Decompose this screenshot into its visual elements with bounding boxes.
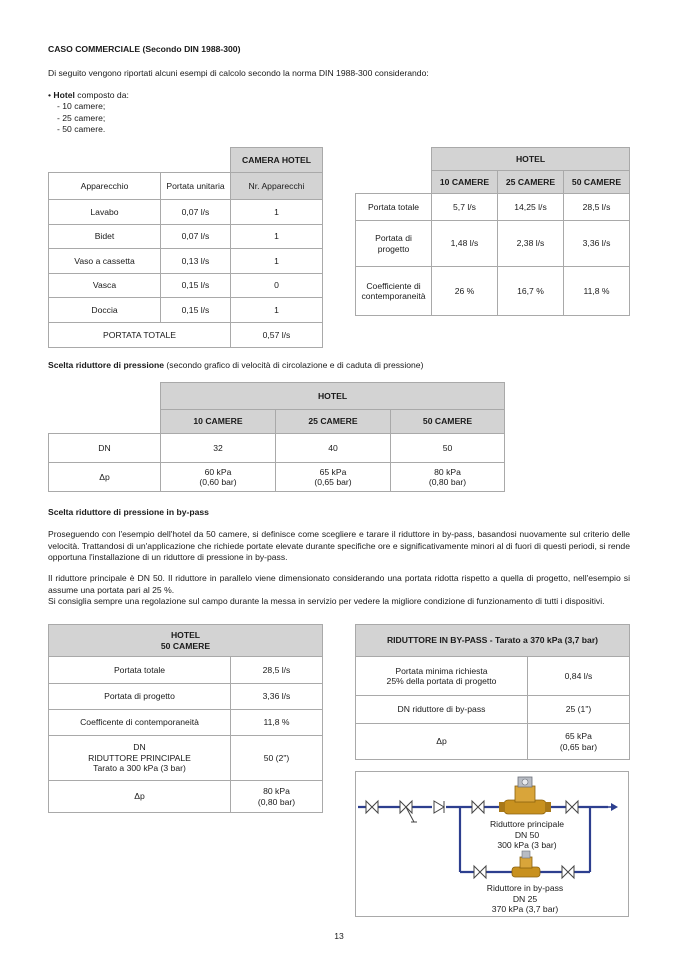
table-cell: 50 xyxy=(391,434,505,463)
row-label: Δp xyxy=(356,724,528,760)
check-valve-icon xyxy=(432,801,446,813)
col-apparecchio: Apparecchio xyxy=(49,173,161,200)
table-cell: 11,8 % xyxy=(564,267,630,316)
table-cell: 0,84 l/s xyxy=(528,657,630,696)
hotel-item-list xyxy=(57,101,105,136)
page-heading: CASO COMMERCIALE (Secondo DIN 1988-300) xyxy=(48,44,241,54)
main-reducer-label: Riduttore principale DN 50 300 kPa (3 bar) xyxy=(489,819,565,851)
gate-valve-icon xyxy=(566,801,578,813)
table-cell: 3,36 l/s xyxy=(564,221,630,267)
hotel-table xyxy=(355,147,630,316)
intro-text: Di seguito vengono riportati alcuni esempi di calcolo secondo la norma DIN 1988-300 considerando: xyxy=(48,68,429,78)
table-cell: 1,48 l/s xyxy=(432,221,498,267)
section-bypass-title: Scelta riduttore di pressione in by-pass xyxy=(48,507,209,517)
table-cell: 80 kPa (0,80 bar) xyxy=(231,781,323,813)
dn-label: DN xyxy=(49,434,161,463)
section-riduttore-title: Scelta riduttore di pressione xyxy=(48,360,165,370)
table-cell: Vasca xyxy=(49,274,161,298)
table-cell: Doccia xyxy=(49,298,161,323)
row-label: Portata di progetto xyxy=(356,221,432,267)
table-cell: 65 kPa (0,65 bar) xyxy=(528,724,630,760)
col-10-camere: 10 CAMERE xyxy=(161,410,276,434)
table-cell: 2,38 l/s xyxy=(498,221,564,267)
table-cell: 1 xyxy=(231,249,323,274)
row-label: Coefficiente di contemporaneità xyxy=(356,267,432,316)
col-50-camere: 50 CAMERE xyxy=(391,410,505,434)
table-cell: Vaso a cassetta xyxy=(49,249,161,274)
bypass-paragraph-3: Si consiglia sempre una regolazione sul campo durante la messa in servizio per vedere la migliore condizione di funzionamento di tutti i dispositivi. xyxy=(48,596,605,606)
bypass-paragraph-1: Proseguendo con l'esempio dell'hotel da 50 camere, si definisce come scegliere e tarare il riduttore in by-pass, basandosi nuovamente sul criterio delle velocità. Trattandosi di un'applicazione che richiede portate elevate durante specifiche ore e significativamente minori al di fuori di questi periodi, si rende opportuna l'installazione di un riduttore di pressione in by-pass. xyxy=(48,529,630,563)
bypass-table xyxy=(355,624,630,760)
camera-hotel-header: CAMERA HOTEL xyxy=(231,148,323,173)
bypass-header: RIDUTTORE IN BY-PASS - Tarato a 370 kPa (3,7 bar) xyxy=(356,625,630,657)
row-label: Portata totale xyxy=(356,194,432,221)
row-label: Portata totale xyxy=(49,657,231,684)
total-value: 0,57 l/s xyxy=(231,323,323,348)
table-cell: 0,15 l/s xyxy=(161,298,231,323)
col-50-camere: 50 CAMERE xyxy=(564,171,630,194)
row-label: Δp xyxy=(49,781,231,813)
table-cell: 1 xyxy=(231,298,323,323)
row-label: Coefficente di contemporaneità xyxy=(49,710,231,736)
main-pressure-reducer-icon xyxy=(499,777,551,814)
table-cell: 65 kPa (0,65 bar) xyxy=(276,463,391,492)
col-25-camere: 25 CAMERE xyxy=(276,410,391,434)
hotel50-table xyxy=(48,624,323,813)
table-cell: 26 % xyxy=(432,267,498,316)
row-label: Portata minima richiesta 25% della portata di progetto xyxy=(356,657,528,696)
table-cell: 11,8 % xyxy=(231,710,323,736)
table-cell: 50 (2") xyxy=(231,736,323,781)
bypass-reducer-label: Riduttore in by-pass DN 25 370 kPa (3,7 bar) xyxy=(486,883,564,915)
table-cell: 0,07 l/s xyxy=(161,225,231,249)
table-cell: Lavabo xyxy=(49,200,161,225)
table-cell: 40 xyxy=(276,434,391,463)
table-cell: 80 kPa (0,80 bar) xyxy=(391,463,505,492)
dp-label: Δp xyxy=(49,463,161,492)
table-cell: 25 (1") xyxy=(528,696,630,724)
table-cell: 28,5 l/s xyxy=(231,657,323,684)
col-25-camere: 25 CAMERE xyxy=(498,171,564,194)
section-riduttore xyxy=(48,360,423,372)
bullet-glyph: • xyxy=(48,90,52,100)
table-cell: 60 kPa (0,60 bar) xyxy=(161,463,276,492)
col-10-camere: 10 CAMERE xyxy=(432,171,498,194)
hotel-item: - 50 camere. xyxy=(57,124,106,134)
table-cell: 1 xyxy=(231,225,323,249)
hotel-item: - 10 camere; xyxy=(57,101,106,111)
table-cell: 5,7 l/s xyxy=(432,194,498,221)
hotel-bullet-rest: composto da: xyxy=(74,90,129,100)
col-portata: Portata unitaria xyxy=(161,173,231,200)
table-cell: Bidet xyxy=(49,225,161,249)
table-cell: 3,36 l/s xyxy=(231,684,323,710)
bypass-pressure-reducer-icon xyxy=(512,851,540,877)
row-label: Portata di progetto xyxy=(49,684,231,710)
hotel-bullet-label: Hotel xyxy=(53,90,75,100)
riduttore-hotel-header: HOTEL xyxy=(161,383,505,410)
gate-valve-icon xyxy=(562,866,574,878)
hotel-header: HOTEL xyxy=(432,148,630,171)
section-riduttore-note: (secondo grafico di velocità di circolazione e di caduta di pressione) xyxy=(164,360,424,370)
table-cell: 1 xyxy=(231,200,323,225)
table-cell: 28,5 l/s xyxy=(564,194,630,221)
total-label: PORTATA TOTALE xyxy=(49,323,231,348)
hotel-bullet xyxy=(48,90,129,102)
table-cell: 0,07 l/s xyxy=(161,200,231,225)
table-cell: 0,15 l/s xyxy=(161,274,231,298)
page-number: 13 xyxy=(334,931,344,941)
bypass-diagram xyxy=(355,771,629,917)
gate-valve-icon xyxy=(366,801,378,813)
camera-hotel-table xyxy=(48,147,323,348)
gate-valve-icon xyxy=(472,801,484,813)
table-cell: 0 xyxy=(231,274,323,298)
hotel-item: - 25 camere; xyxy=(57,112,106,123)
filter-icon xyxy=(400,801,417,822)
table-cell: 32 xyxy=(161,434,276,463)
row-label: DN RIDUTTORE PRINCIPALE Tarato a 300 kPa (3 bar) xyxy=(49,736,231,781)
col-nr: Nr. Apparecchi xyxy=(231,173,323,200)
gate-valve-icon xyxy=(474,866,486,878)
flow-arrow-icon xyxy=(611,803,618,811)
table-cell: 16,7 % xyxy=(498,267,564,316)
bypass-paragraph-2: Il riduttore principale è DN 50. Il riduttore in parallelo viene dimensionato considerando una portata ridotta rispetto a quella di progetto, nell'esempio si assume una portata pari al 25 %. xyxy=(48,573,630,595)
table-cell: 14,25 l/s xyxy=(498,194,564,221)
hotel50-header: HOTEL 50 CAMERE xyxy=(49,625,323,657)
riduttore-table xyxy=(48,382,505,492)
row-label: DN riduttore di by-pass xyxy=(356,696,528,724)
table-cell: 0,13 l/s xyxy=(161,249,231,274)
